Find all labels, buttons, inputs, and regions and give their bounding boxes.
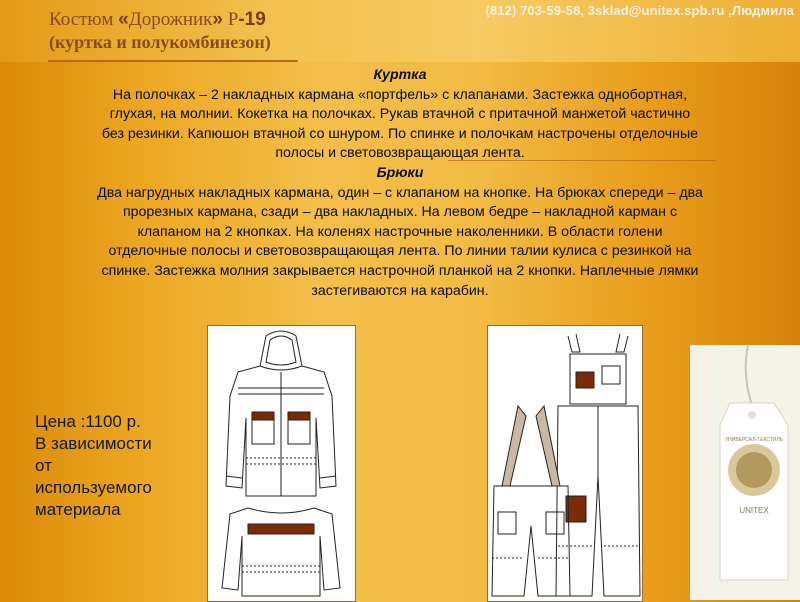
- trousers-line: застегиваются на карабин.: [311, 282, 489, 299]
- jacket-heading: Куртка: [373, 67, 427, 83]
- title-underline: [48, 60, 298, 62]
- product-description: [0, 66, 800, 301]
- trousers-text: [0, 184, 800, 302]
- price-note-line: В зависимости: [35, 434, 152, 453]
- overalls-back: [492, 486, 570, 596]
- tag-brand-text: UNITEX: [739, 506, 769, 515]
- overalls-straps: [568, 334, 628, 352]
- overalls-illustration: [487, 325, 643, 602]
- trousers-heading: Брюки: [376, 164, 424, 181]
- jacket-line: полосы и световозвращающая лента.: [275, 145, 525, 162]
- price-note-line: используемого: [35, 478, 152, 497]
- overalls-back-strap-right: [536, 406, 560, 486]
- jacket-line: На полочках – 2 накладных кармана «портфель» с клапанами. Застежка однобортная,: [112, 86, 688, 103]
- contact-info: (812) 703-59-58, 3sklad@unitex.spb.ru ,Людмила: [485, 3, 794, 18]
- trousers-line: отделочные полосы и световозвращающая лента. По линии талии кулиса с резинкой на: [108, 243, 692, 260]
- brand-tag-photo: [690, 345, 800, 600]
- price-note-line: материала: [35, 500, 121, 519]
- jacket-illustration: [207, 325, 356, 602]
- jacket-line: глухая, на молнии. Кокетка на полочках. Рукав втачной с притачной манжетой частично: [109, 106, 691, 123]
- trousers-line: Два нагрудных накладных кармана, один – с клапаном на кнопке. На брюках спереди – два: [97, 184, 703, 201]
- jacket-hood: [260, 331, 302, 370]
- overalls-back-strap-left: [502, 406, 526, 486]
- page-title: Костюм «Дорожник» Р-19 (куртка и полукомбинезон): [49, 9, 271, 52]
- trousers-line: прорезных кармана, сзади – два накладных. На левом бедре – накладной карман с: [122, 204, 678, 221]
- price-info: [35, 411, 185, 521]
- jacket-text: [0, 86, 800, 164]
- jacket-line: без резинки. Капюшон втачной со шнуром. По спинке и полочкам настрочены отделочные: [101, 125, 699, 142]
- trousers-line: клапаном на 2 кнопках. На коленях настрочные наколенники. В области голени: [137, 223, 663, 240]
- tag-seal-text: УНИВЕРСАЛ-ТЕКСТИЛЬ: [724, 437, 784, 443]
- trousers-line: спинке. Застежка молния закрывается настрочной планкой на 2 кнопки. Наплечные лямки: [101, 262, 699, 279]
- jacket-back: [222, 508, 340, 596]
- price-note-line: от: [35, 456, 52, 475]
- page-subtitle: (куртка и полукомбинезон): [49, 32, 271, 52]
- price-line: Цена :1100 р.: [35, 412, 141, 431]
